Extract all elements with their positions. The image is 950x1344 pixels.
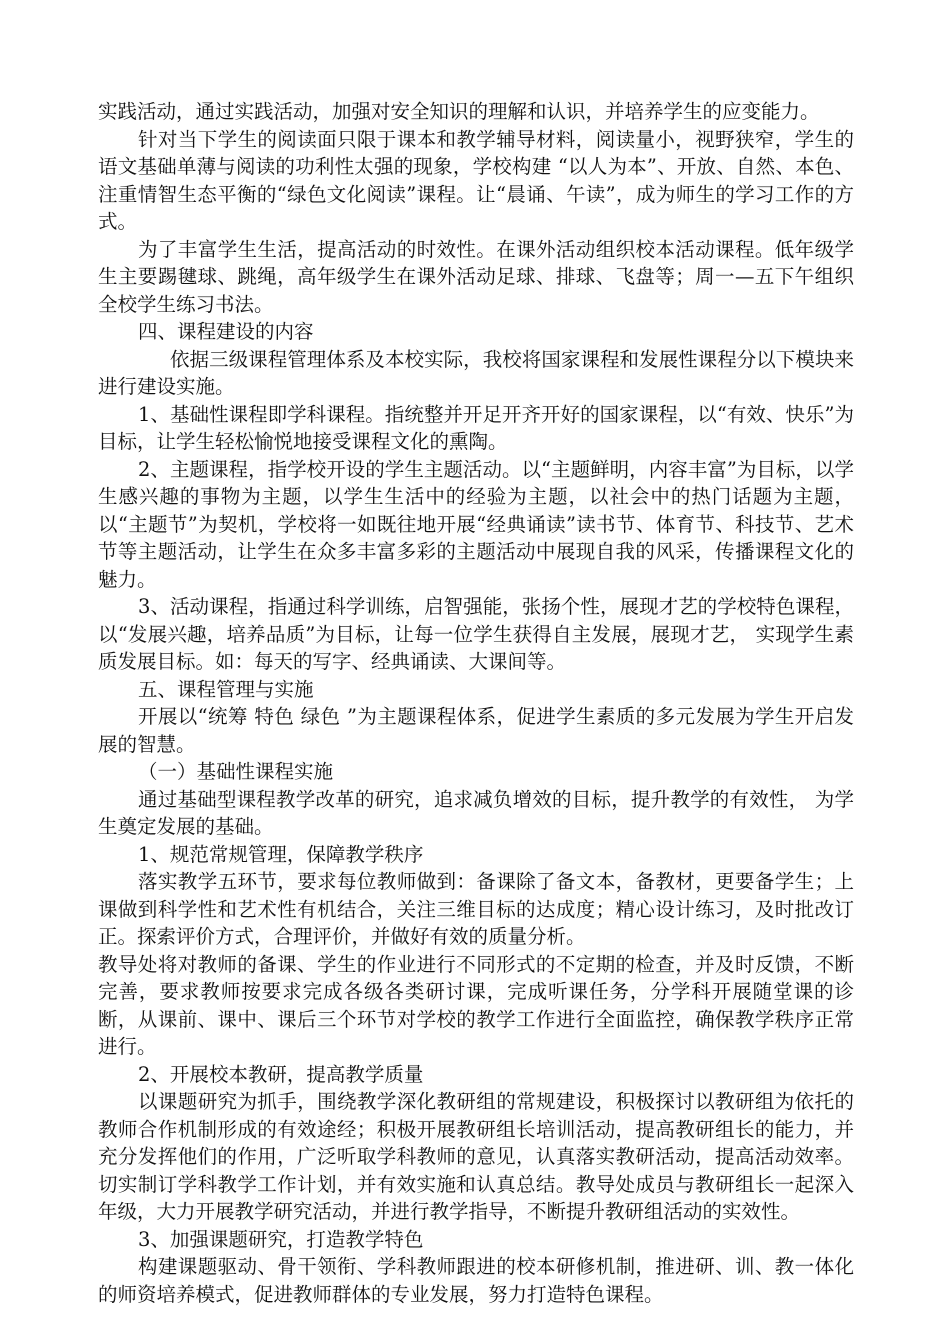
paragraph: 2、主题课程，指学校开设的学生主题活动。以“主题鲜明，内容丰富”为目标，以学生感兴趣的事物为主题，以学生生活中的经验为主题，以社会中的热门话题为主题，以“主题节”为契机，学校将一如既往地开展“经典诵读”读书节、体育节、科技节、艺术节等主题活动，让学生在众多丰富多彩的主题活动中展现自我的风采，传播课程文化的魅力。	[98, 457, 854, 591]
subsection-heading: （一）基础性课程实施	[138, 760, 334, 783]
paragraph: 实践活动，通过实践活动，加强对安全知识的理解和认识，并培养学生的应变能力。	[98, 100, 820, 123]
paragraph: 通过基础型课程教学改革的研究，追求减负增效的目标，提升教学的有效性， 为学生奠定发展的基础。	[98, 787, 854, 838]
paragraph: 教导处将对教师的备课、学生的作业进行不同形式的不定期的检查，并及时反馈，不断完善，要求教师按要求完成各级各类研讨课，完成听课任务，分学科开展随堂课的诊断，从课前、课中、课后三个环节对学校的教学工作进行全面监控，确保教学秩序正常进行。	[98, 952, 854, 1058]
paragraph: 依据三级课程管理体系及本校实际，我校将国家课程和发展性课程分以下模块来进行建设实施。	[98, 347, 854, 398]
section-heading: 四、课程建设的内容	[138, 320, 314, 343]
paragraph: 构建课题驱动、骨干领衔、学科教师跟进的校本研修机制，推进研、训、教一体化的师资培养模式，促进教师群体的专业发展，努力打造特色课程。	[98, 1255, 854, 1306]
paragraph: 落实教学五环节，要求每位教师做到：备课除了备文本，备教材，更要备学生；上课做到科学性和艺术性有机结合，关注三维目标的达成度；精心设计练习，及时批改订正。探索评价方式，合理评价，并做好有效的质量分析。	[98, 870, 854, 948]
section-heading: 五、课程管理与实施	[138, 677, 314, 701]
paragraph: 为了丰富学生生活，提高活动的时效性。在课外活动组织校本活动课程。低年级学生主要踢毽球、跳绳，高年级学生在课外活动足球、排球、飞盘等；周一—五下午组织全校学生练习书法。	[98, 237, 854, 316]
paragraph: 以课题研究为抓手，围绕教学深化教研组的常规建设，积极探讨以教研组为依托的教师合作机制形成的有效途经；积极开展教研组长培训活动，提高教研组长的能力，并充分发挥他们的作用，广泛听取学科教师的意见，认真落实教研活动，提高活动效率。切实制订学科教学工作计划，并有效实施和认真总结。教导处成员与教研组长一起深入年级，大力开展教学研究活动，并进行教学指导，不断提升教研组活动的实效性。	[98, 1090, 854, 1223]
document-page	[98, 98, 854, 1308]
paragraph: 开展以“统筹 特色 绿色 ”为主题课程体系，促进学生素质的多元发展为学生开启发展的智慧。	[98, 705, 854, 756]
subsection-heading: 3、加强课题研究，打造教学特色	[138, 1227, 424, 1251]
paragraph: 3、活动课程，指通过科学训练，启智强能，张扬个性，展现才艺的学校特色课程，以“发展兴趣，培养品质”为目标，让每一位学生获得自主发展，展现才艺， 实现学生素质发展目标。如：每天的写字、经典诵读、大课间等。	[98, 595, 854, 673]
subsection-heading: 1、规范常规管理，保障教学秩序	[138, 842, 424, 866]
paragraph: 针对当下学生的阅读面只限于课本和教学辅导材料，阅读量小，视野狭窄，学生的语文基础单薄与阅读的功利性太强的现象，学校构建 “以人为本”、开放、自然、本色、注重情智生态平衡的“绿色文化阅读”课程。让“晨诵、午读”，成为师生的学习工作的方式。	[98, 127, 854, 233]
paragraph: 1、基础性课程即学科课程。指统整并开足开齐开好的国家课程，以“有效、快乐”为目标，让学生轻松愉悦地接受课程文化的熏陶。	[98, 402, 854, 453]
subsection-heading: 2、开展校本教研，提高教学质量	[138, 1062, 424, 1086]
